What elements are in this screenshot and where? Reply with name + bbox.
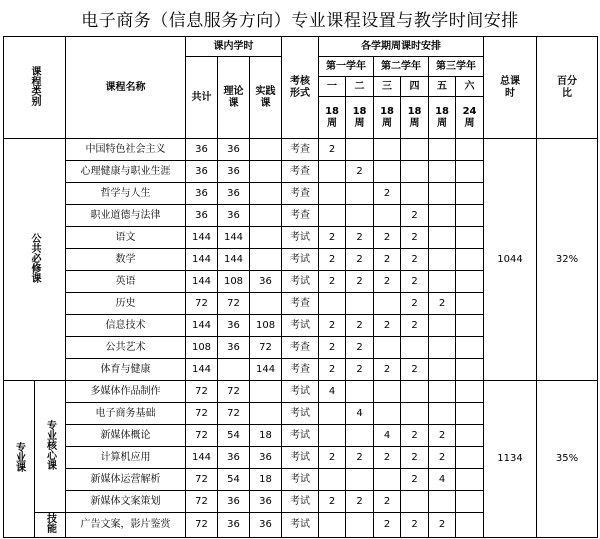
course-name: 职业道德与法律 xyxy=(66,205,186,227)
header-exam-form: 考核形式 xyxy=(282,37,319,139)
term-3-hours xyxy=(374,403,401,425)
term-3-hours xyxy=(374,161,401,183)
header-total: 共计 xyxy=(186,57,218,139)
term-3-hours: 2 xyxy=(374,491,401,513)
exam-form: 考试 xyxy=(282,447,319,469)
term-1-hours xyxy=(319,293,346,315)
term-1-hours xyxy=(319,183,346,205)
practice-hours: 18 xyxy=(250,469,282,491)
term-4-hours: 2 xyxy=(401,359,429,381)
document-title: 电子商务（信息服务方向）专业课程设置与教学时间安排 xyxy=(81,11,519,31)
header-weekly-hours: 各学期周课时安排 xyxy=(319,37,484,57)
header-weeks-4: 18周 xyxy=(401,97,429,139)
exam-form: 考试 xyxy=(282,469,319,491)
exam-form: 考查 xyxy=(282,161,319,183)
term-4-hours xyxy=(401,381,429,403)
term-2-hours xyxy=(346,513,374,538)
header-weeks-6: 24周 xyxy=(456,97,484,139)
term-3-hours xyxy=(374,139,401,161)
course-name: 新媒体运营解析 xyxy=(66,469,186,491)
term-5-hours xyxy=(429,315,456,337)
total-hours: 144 xyxy=(186,227,218,249)
course-name: 多媒体作品制作 xyxy=(66,381,186,403)
course-name: 公共艺术 xyxy=(66,337,186,359)
header-in-school-hours: 课内学时 xyxy=(186,37,282,57)
total-hours: 36 xyxy=(186,161,218,183)
course-name: 中国特色社会主义 xyxy=(66,139,186,161)
term-5-hours: 2 xyxy=(429,293,456,315)
term-2-hours: 2 xyxy=(346,271,374,293)
term-4-hours: 2 xyxy=(401,513,429,538)
theory-hours: 36 xyxy=(218,513,250,538)
term-1-hours xyxy=(319,425,346,447)
term-5-hours xyxy=(429,227,456,249)
theory-hours: 54 xyxy=(218,425,250,447)
theory-hours: 36 xyxy=(218,183,250,205)
term-2-hours: 4 xyxy=(346,403,374,425)
theory-hours: 36 xyxy=(218,161,250,183)
header-term-3: 三 xyxy=(374,77,401,97)
term-4-hours: 2 xyxy=(401,425,429,447)
term-2-hours xyxy=(346,293,374,315)
exam-form: 考试 xyxy=(282,513,319,538)
header-weeks-5: 18周 xyxy=(429,97,456,139)
table-row xyxy=(4,381,598,403)
term-2-hours: 2 xyxy=(346,447,374,469)
subcategory-major-core: 专业核心课 xyxy=(35,381,66,513)
term-3-hours xyxy=(374,205,401,227)
term-5-hours: 4 xyxy=(429,469,456,491)
term-5-hours xyxy=(429,183,456,205)
term-1-hours: 2 xyxy=(319,249,346,271)
term-4-hours xyxy=(401,491,429,513)
theory-hours: 36 xyxy=(218,447,250,469)
total-hours: 72 xyxy=(186,293,218,315)
total-hours: 144 xyxy=(186,359,218,381)
term-5-hours xyxy=(429,249,456,271)
practice-hours xyxy=(250,227,282,249)
term-6-hours xyxy=(456,139,484,161)
term-5-hours xyxy=(429,381,456,403)
term-6-hours xyxy=(456,271,484,293)
exam-form: 考试 xyxy=(282,403,319,425)
course-name: 历史 xyxy=(66,293,186,315)
category-major: 专业课 xyxy=(4,381,35,538)
theory-hours: 54 xyxy=(218,469,250,491)
major-percent: 35% xyxy=(537,381,598,538)
term-3-hours: 2 xyxy=(374,183,401,205)
practice-hours xyxy=(250,403,282,425)
term-4-hours: 2 xyxy=(401,293,429,315)
term-4-hours xyxy=(401,183,429,205)
term-4-hours xyxy=(401,139,429,161)
term-1-hours xyxy=(319,205,346,227)
term-5-hours xyxy=(429,337,456,359)
header-year1: 第一学年 xyxy=(319,57,374,77)
term-4-hours: 2 xyxy=(401,271,429,293)
term-1-hours xyxy=(319,513,346,538)
course-name: 英语 xyxy=(66,271,186,293)
term-5-hours: 2 xyxy=(429,513,456,538)
exam-form: 考试 xyxy=(282,425,319,447)
exam-form: 考查 xyxy=(282,293,319,315)
practice-hours xyxy=(250,205,282,227)
term-4-hours xyxy=(401,337,429,359)
header-weeks-1: 18周 xyxy=(319,97,346,139)
term-1-hours: 2 xyxy=(319,315,346,337)
theory-hours: 144 xyxy=(218,249,250,271)
term-2-hours xyxy=(346,139,374,161)
theory-hours: 36 xyxy=(218,315,250,337)
public-total-hours: 1044 xyxy=(484,139,537,381)
total-hours: 36 xyxy=(186,139,218,161)
term-1-hours: 2 xyxy=(319,271,346,293)
practice-hours: 36 xyxy=(250,513,282,538)
term-3-hours: 2 xyxy=(374,315,401,337)
header-course-name: 课程名称 xyxy=(66,37,186,139)
term-5-hours: 2 xyxy=(429,447,456,469)
course-schedule-table xyxy=(3,36,598,538)
theory-hours: 36 xyxy=(218,205,250,227)
term-5-hours: 2 xyxy=(429,425,456,447)
term-6-hours xyxy=(456,205,484,227)
course-name: 计算机应用 xyxy=(66,447,186,469)
term-5-hours xyxy=(429,161,456,183)
term-3-hours xyxy=(374,469,401,491)
term-6-hours xyxy=(456,447,484,469)
total-hours: 108 xyxy=(186,337,218,359)
term-1-hours: 2 xyxy=(319,139,346,161)
practice-hours: 18 xyxy=(250,425,282,447)
term-4-hours: 2 xyxy=(401,315,429,337)
theory-hours xyxy=(218,359,250,381)
practice-hours: 36 xyxy=(250,447,282,469)
header-term-1: 一 xyxy=(319,77,346,97)
exam-form: 考试 xyxy=(282,315,319,337)
course-name: 体育与健康 xyxy=(66,359,186,381)
term-3-hours: 4 xyxy=(374,425,401,447)
exam-form: 考查 xyxy=(282,183,319,205)
term-6-hours xyxy=(456,227,484,249)
term-6-hours xyxy=(456,381,484,403)
practice-hours xyxy=(250,139,282,161)
term-6-hours xyxy=(456,293,484,315)
header-term-4: 四 xyxy=(401,77,429,97)
total-hours: 72 xyxy=(186,403,218,425)
course-name: 广告文案，影片鉴赏 xyxy=(66,513,186,538)
table-row xyxy=(4,139,598,161)
header-weeks-3: 18周 xyxy=(374,97,401,139)
exam-form: 考试 xyxy=(282,491,319,513)
theory-hours: 36 xyxy=(218,491,250,513)
term-2-hours xyxy=(346,205,374,227)
practice-hours xyxy=(250,293,282,315)
term-1-hours xyxy=(319,469,346,491)
total-hours: 72 xyxy=(186,469,218,491)
practice-hours xyxy=(250,183,282,205)
practice-hours: 36 xyxy=(250,491,282,513)
term-6-hours xyxy=(456,183,484,205)
practice-hours: 36 xyxy=(250,271,282,293)
term-6-hours xyxy=(456,161,484,183)
exam-form: 考查 xyxy=(282,359,319,381)
course-name: 哲学与人生 xyxy=(66,183,186,205)
term-3-hours: 2 xyxy=(374,359,401,381)
total-hours: 36 xyxy=(186,205,218,227)
header-theory: 理论课 xyxy=(218,57,250,139)
exam-form: 考查 xyxy=(282,205,319,227)
total-hours: 144 xyxy=(186,249,218,271)
term-3-hours: 2 xyxy=(374,447,401,469)
theory-hours: 72 xyxy=(218,293,250,315)
term-1-hours: 2 xyxy=(319,447,346,469)
practice-hours xyxy=(250,381,282,403)
header-year3: 第三学年 xyxy=(429,57,484,77)
exam-form: 考试 xyxy=(282,381,319,403)
term-6-hours xyxy=(456,315,484,337)
term-2-hours: 2 xyxy=(346,161,374,183)
term-2-hours xyxy=(346,183,374,205)
header-category: 课程类别 xyxy=(4,37,66,139)
theory-hours: 144 xyxy=(218,227,250,249)
course-name: 新媒体概论 xyxy=(66,425,186,447)
header-term-5: 五 xyxy=(429,77,456,97)
course-name: 数学 xyxy=(66,249,186,271)
subcategory-skill: 技能 xyxy=(35,513,66,538)
total-hours: 72 xyxy=(186,491,218,513)
total-hours: 36 xyxy=(186,183,218,205)
course-name: 新媒体文案策划 xyxy=(66,491,186,513)
term-5-hours xyxy=(429,139,456,161)
total-hours: 72 xyxy=(186,381,218,403)
term-4-hours: 2 xyxy=(401,469,429,491)
term-1-hours: 2 xyxy=(319,337,346,359)
term-6-hours xyxy=(456,337,484,359)
header-percent: 百分比 xyxy=(537,37,598,139)
term-2-hours xyxy=(346,469,374,491)
term-6-hours xyxy=(456,403,484,425)
term-3-hours: 2 xyxy=(374,513,401,538)
practice-hours xyxy=(250,161,282,183)
term-2-hours: 2 xyxy=(346,359,374,381)
course-name: 电子商务基础 xyxy=(66,403,186,425)
term-5-hours xyxy=(429,271,456,293)
term-2-hours xyxy=(346,381,374,403)
course-name: 信息技术 xyxy=(66,315,186,337)
term-1-hours xyxy=(319,403,346,425)
term-1-hours: 2 xyxy=(319,359,346,381)
course-name: 语文 xyxy=(66,227,186,249)
term-1-hours: 2 xyxy=(319,491,346,513)
total-hours: 72 xyxy=(186,513,218,538)
practice-hours: 72 xyxy=(250,337,282,359)
exam-form: 考试 xyxy=(282,271,319,293)
major-total-hours: 1134 xyxy=(484,381,537,538)
term-4-hours: 2 xyxy=(401,249,429,271)
practice-hours: 144 xyxy=(250,359,282,381)
header-weeks-2: 18周 xyxy=(346,97,374,139)
term-6-hours xyxy=(456,469,484,491)
exam-form: 考查 xyxy=(282,337,319,359)
term-6-hours xyxy=(456,249,484,271)
practice-hours: 108 xyxy=(250,315,282,337)
total-hours: 144 xyxy=(186,315,218,337)
public-percent: 32% xyxy=(537,139,598,381)
header-practice: 实践课 xyxy=(250,57,282,139)
total-hours: 144 xyxy=(186,447,218,469)
theory-hours: 36 xyxy=(218,337,250,359)
header-term-2: 二 xyxy=(346,77,374,97)
term-6-hours xyxy=(456,425,484,447)
category-public-required: 公共必修课 xyxy=(4,139,66,381)
header-year2: 第二学年 xyxy=(374,57,429,77)
term-4-hours xyxy=(401,403,429,425)
term-4-hours: 2 xyxy=(401,447,429,469)
term-2-hours: 2 xyxy=(346,227,374,249)
term-3-hours: 2 xyxy=(374,249,401,271)
term-2-hours: 2 xyxy=(346,337,374,359)
term-3-hours xyxy=(374,337,401,359)
exam-form: 考查 xyxy=(282,139,319,161)
term-5-hours xyxy=(429,205,456,227)
total-hours: 144 xyxy=(186,271,218,293)
theory-hours: 72 xyxy=(218,381,250,403)
term-3-hours: 2 xyxy=(374,227,401,249)
exam-form: 考试 xyxy=(282,227,319,249)
total-hours: 72 xyxy=(186,425,218,447)
term-6-hours xyxy=(456,491,484,513)
term-4-hours: 2 xyxy=(401,227,429,249)
theory-hours: 36 xyxy=(218,139,250,161)
theory-hours: 72 xyxy=(218,403,250,425)
term-1-hours xyxy=(319,161,346,183)
term-1-hours: 4 xyxy=(319,381,346,403)
term-4-hours: 2 xyxy=(401,205,429,227)
practice-hours xyxy=(250,249,282,271)
exam-form: 考试 xyxy=(282,249,319,271)
term-3-hours xyxy=(374,381,401,403)
term-5-hours xyxy=(429,403,456,425)
term-1-hours: 2 xyxy=(319,227,346,249)
term-3-hours: 2 xyxy=(374,271,401,293)
theory-hours: 108 xyxy=(218,271,250,293)
term-3-hours xyxy=(374,293,401,315)
term-4-hours xyxy=(401,161,429,183)
term-2-hours: 2 xyxy=(346,315,374,337)
term-6-hours xyxy=(456,359,484,381)
term-2-hours: 2 xyxy=(346,249,374,271)
term-2-hours: 2 xyxy=(346,491,374,513)
term-5-hours xyxy=(429,359,456,381)
header-term-6: 六 xyxy=(456,77,484,97)
header-total-hours: 总课时 xyxy=(484,37,537,139)
term-5-hours xyxy=(429,491,456,513)
course-name: 心理健康与职业生涯 xyxy=(66,161,186,183)
term-2-hours xyxy=(346,425,374,447)
term-6-hours xyxy=(456,513,484,538)
